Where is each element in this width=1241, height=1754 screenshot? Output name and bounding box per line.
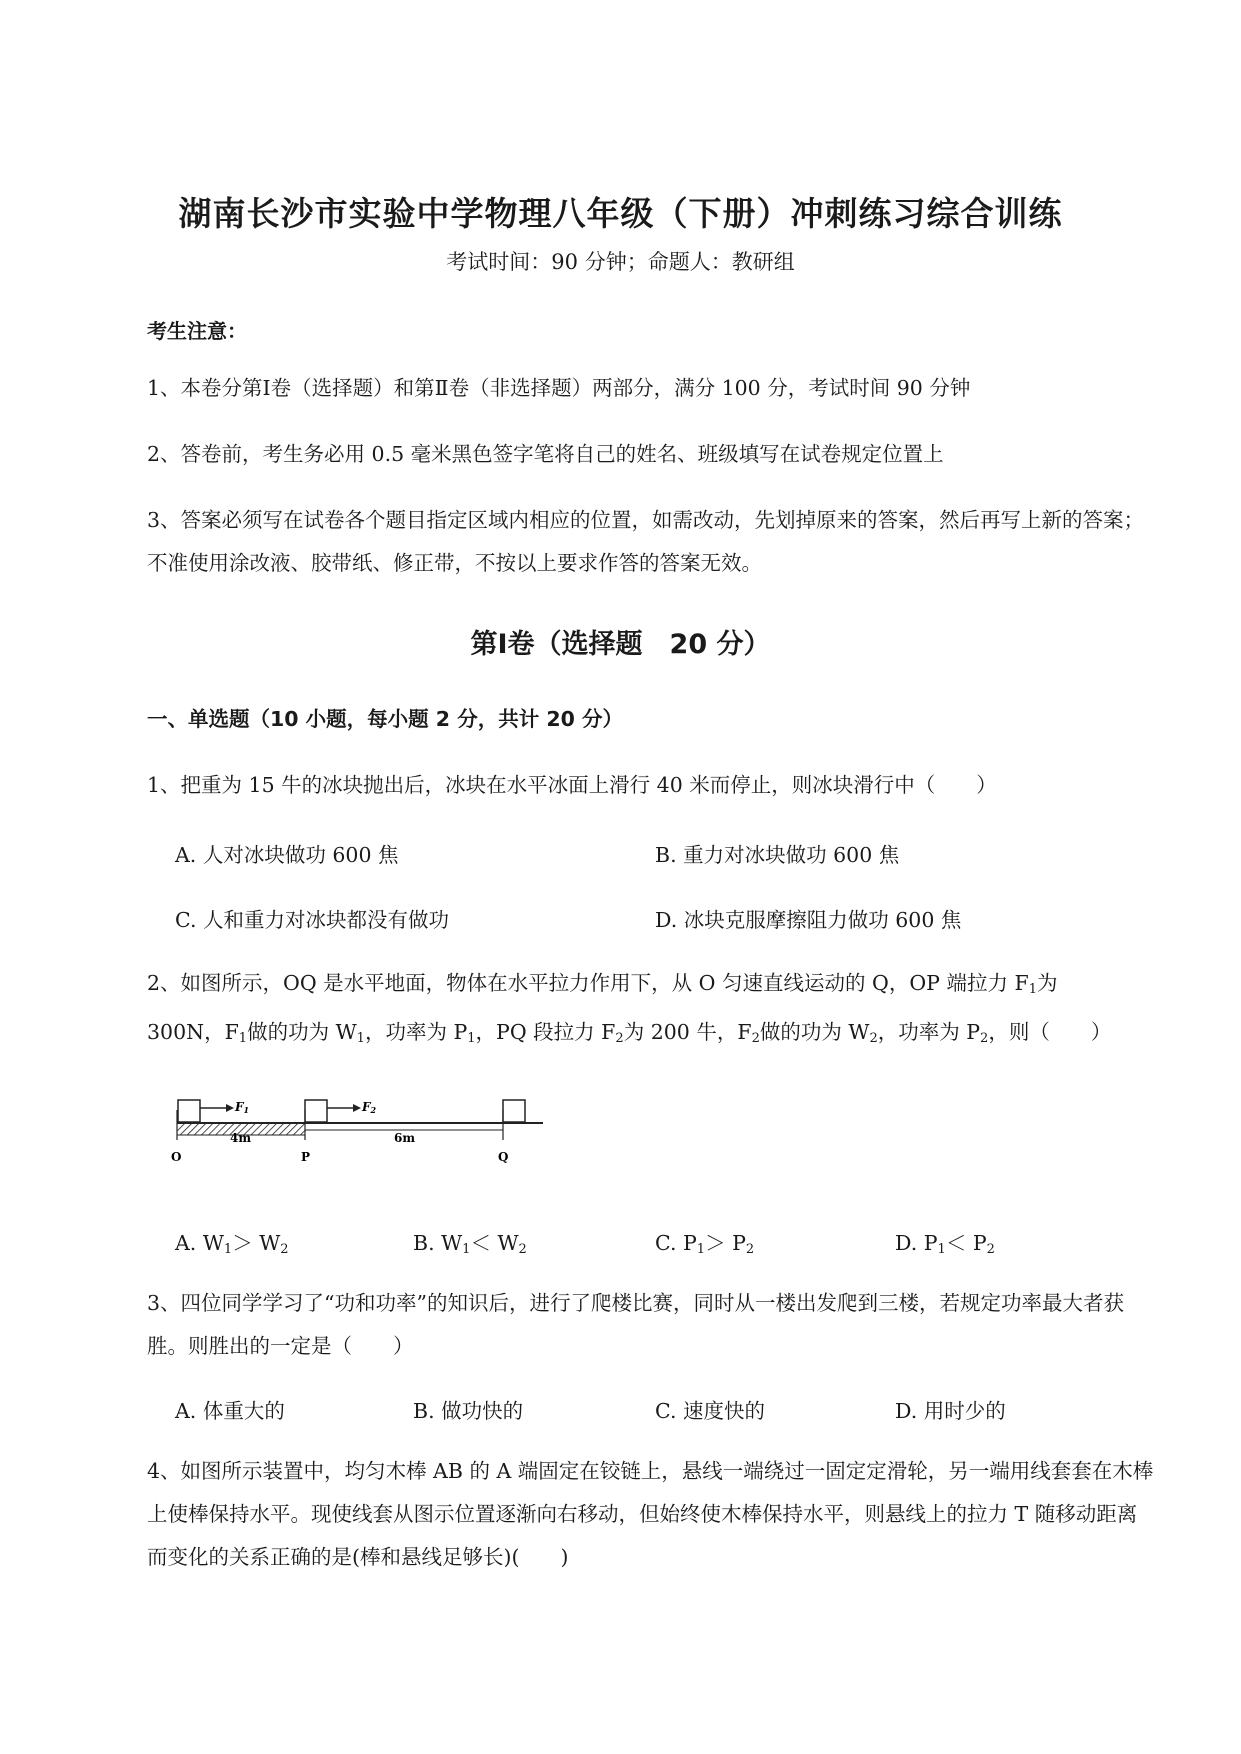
arrow-head-icon: [226, 1104, 234, 1112]
question-1-option-a: A. 人对冰块做功 600 焦: [175, 843, 399, 867]
question-3-stem: 3、四位同学学习了“功和功率”的知识后，进行了爬楼比赛，同时从一楼出发爬到三楼，若规定功率最大者获胜。则胜出的一定是（ ）: [147, 1291, 1125, 1358]
label-6m: 6m: [394, 1131, 416, 1145]
section-title: 第Ⅰ卷（选择题 20 分）: [470, 629, 771, 660]
question-2-option-c: C. $P_1> P_2$: [655, 1231, 755, 1257]
arrow-head-icon: [353, 1104, 361, 1112]
label-q: Q: [498, 1150, 509, 1164]
label-4m: 4m: [230, 1131, 252, 1145]
block-at-p: [305, 1100, 327, 1122]
label-f2: F2: [362, 1100, 377, 1115]
question-1-option-c: C. 人和重力对冰块都没有做功: [175, 908, 449, 932]
question-1-stem: 1、把重为 15 牛的冰块抛出后，冰块在水平冰面上滑行 40 米而停止，则冰块滑行中（ ）: [147, 773, 997, 797]
question-3-option-a: A. 体重大的: [175, 1399, 285, 1423]
question-2-option-b: B. $W_1< W_2$: [413, 1231, 527, 1257]
notice-item-3: 3、答案必须写在试卷各个题目指定区域内相应的位置，如需改动，先划掉原来的答案，然后再写上新的答案；不准使用涂改液、胶带纸、修正带，不按以上要求作答的答案无效。: [147, 508, 1145, 575]
question-2-figure: [168, 1090, 548, 1170]
group-heading: 一、单选题（10 小题，每小题 2 分，共计 20 分）: [147, 707, 624, 731]
exam-info: 考试时间：90 分钟；命题人：教研组: [446, 250, 795, 274]
notice-item-2: 2、答卷前，考生务必用 0.5 毫米黑色签字笔将自己的姓名、班级填写在试卷规定位置上: [147, 442, 944, 466]
question-1-option-b: B. 重力对冰块做功 600 焦: [655, 843, 900, 867]
question-2-stem: 2、如图所示，OQ 是水平地面，物体在水平拉力作用下，从 O 匀速直线运动的 Q，OP 端拉力 $F_1$为 300N，$F_1$做的功为 $W_1$，功率为 $P_1$，PQ 段拉力 $F_2$为 200 牛，$F_2$做的功为 $W_2$，功率为 $P_2$，则（ ）: [147, 971, 1112, 1046]
question-3-option-b: B. 做功快的: [413, 1399, 524, 1423]
question-1-option-d: D. 冰块克服摩擦阻力做功 600 焦: [655, 908, 962, 932]
notice-heading: 考生注意：: [147, 319, 247, 343]
block-at-o: [178, 1100, 200, 1122]
block-at-q: [503, 1100, 525, 1122]
label-p: P: [301, 1150, 311, 1164]
question-3-option-d: D. 用时少的: [895, 1399, 1006, 1423]
question-3-option-c: C. 速度快的: [655, 1399, 765, 1423]
question-2-option-d: D. $P_1< P_2$: [895, 1231, 995, 1257]
question-2-option-a: A. $W_1> W_2$: [175, 1231, 289, 1257]
label-f1: F1: [235, 1100, 250, 1115]
notice-item-1: 1、本卷分第Ⅰ卷（选择题）和第Ⅱ卷（非选择题）两部分，满分 100 分，考试时间 90 分钟: [147, 376, 971, 400]
page-title: 湖南长沙市实验中学物理八年级（下册）冲刺练习综合训练: [178, 194, 1063, 233]
question-4-stem: 4、如图所示装置中，均匀木棒 AB 的 A 端固定在铰链上，悬线一端绕过一固定定滑轮，另一端用线套套在木棒上使棒保持水平。现使线套从图示位置逐渐向右移动，但始终使木棒保持水平，则悬线上的拉力 T 随移动距离而变化的关系正确的是(棒和悬线足够长)( ): [147, 1459, 1154, 1569]
label-o: O: [171, 1150, 182, 1164]
